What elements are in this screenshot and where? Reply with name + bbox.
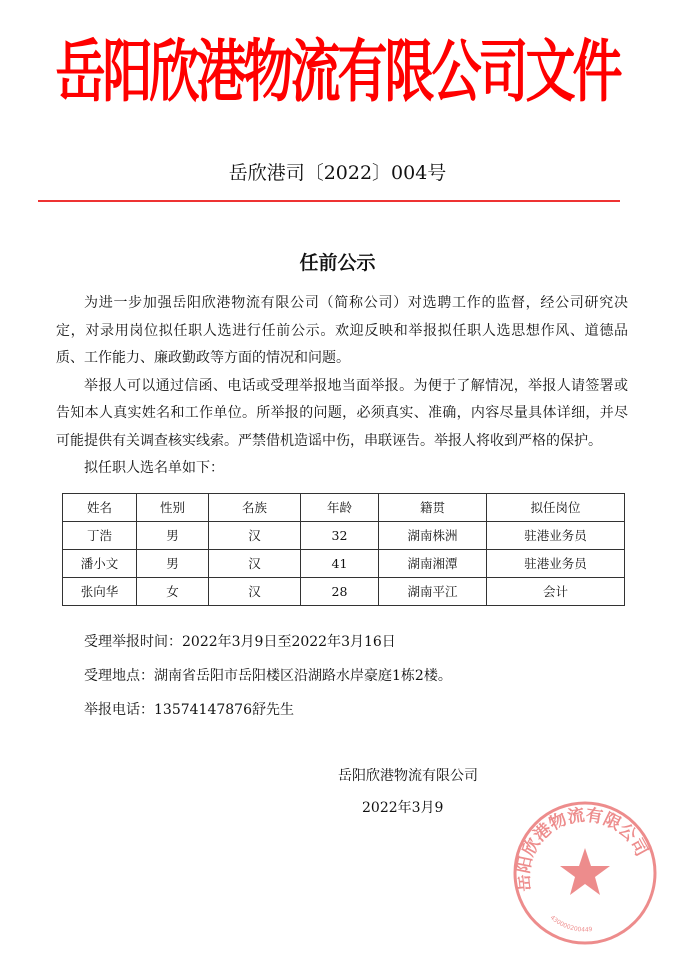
cell: 湖南平江 [379, 577, 487, 605]
header-cell: 性别 [137, 493, 209, 521]
candidate-table [62, 493, 625, 606]
seal-star-icon [560, 848, 610, 895]
cell: 湖南湘潭 [379, 549, 487, 577]
cell: 41 [301, 549, 379, 577]
cell: 28 [301, 577, 379, 605]
report-phone: 举报电话：13574147876舒先生 [84, 701, 294, 718]
notice-body [56, 290, 628, 483]
cell: 驻港业务员 [487, 549, 625, 577]
cell: 男 [137, 521, 209, 549]
signature-date: 2022年3月9 [362, 799, 444, 816]
cell: 汉 [209, 577, 301, 605]
table-row [63, 549, 625, 577]
cell: 女 [137, 577, 209, 605]
table-header-row [63, 493, 625, 521]
notice-content [56, 290, 628, 818]
seal-number: 430000200449 [548, 914, 593, 934]
company-seal [512, 800, 658, 946]
document-number: 岳欣港司〔2022〕004号 [228, 162, 447, 184]
cell: 32 [301, 521, 379, 549]
cell: 汉 [209, 549, 301, 577]
cell: 张向华 [63, 577, 137, 605]
cell: 驻港业务员 [487, 521, 625, 549]
paragraph: 为进一步加强岳阳欣港物流有限公司（简称公司）对选聘工作的监督，经公司研究决定，对录用岗位拟任职人选进行任前公示。欢迎反映和举报拟任职人选思想作风、道德品质、工作能力、廉政勤政等方面的情况和问题。 [56, 295, 628, 366]
org-title: 岳阳欣港物流有限公司文件 [55, 32, 620, 112]
cell: 汉 [209, 521, 301, 549]
paragraph: 举报人可以通过信函、电话或受理举报地当面举报。为便于了解情况，举报人请签署或告知本人真实姓名和工作单位。所举报的问题，必须真实、准确，内容尽量具体详细，并尽可能提供有关调查核实线索。严禁借机造谣中伤，串联诬告。举报人将收到严格的保护。 [56, 377, 628, 449]
cell: 丁浩 [63, 521, 137, 549]
table-row [63, 577, 625, 605]
signature-company: 岳阳欣港物流有限公司 [338, 767, 478, 784]
report-place: 受理地点：湖南省岳阳市岳阳楼区沿湖路水岸豪庭1栋2楼。 [84, 667, 452, 684]
cell: 男 [137, 549, 209, 577]
header-cell: 拟任岗位 [487, 493, 625, 521]
header-cell: 姓名 [63, 493, 137, 521]
red-divider [38, 200, 620, 202]
header-cell: 名族 [209, 493, 301, 521]
paragraph: 拟任职人选名单如下： [84, 460, 224, 476]
svg-text:430000200449 [549, 914, 593, 933]
seal-text: 岳阳欣港物流有限公司 [513, 805, 652, 893]
header-cell: 籍贯 [379, 493, 487, 521]
cell: 潘小文 [63, 549, 137, 577]
header-cell: 年龄 [301, 493, 379, 521]
notice-title: 任前公示 [299, 252, 376, 274]
report-time: 受理举报时间：2022年3月9日至2022年3月16日 [84, 633, 396, 650]
table-row [63, 521, 625, 549]
cell: 会计 [487, 577, 625, 605]
cell: 湖南株洲 [379, 521, 487, 549]
